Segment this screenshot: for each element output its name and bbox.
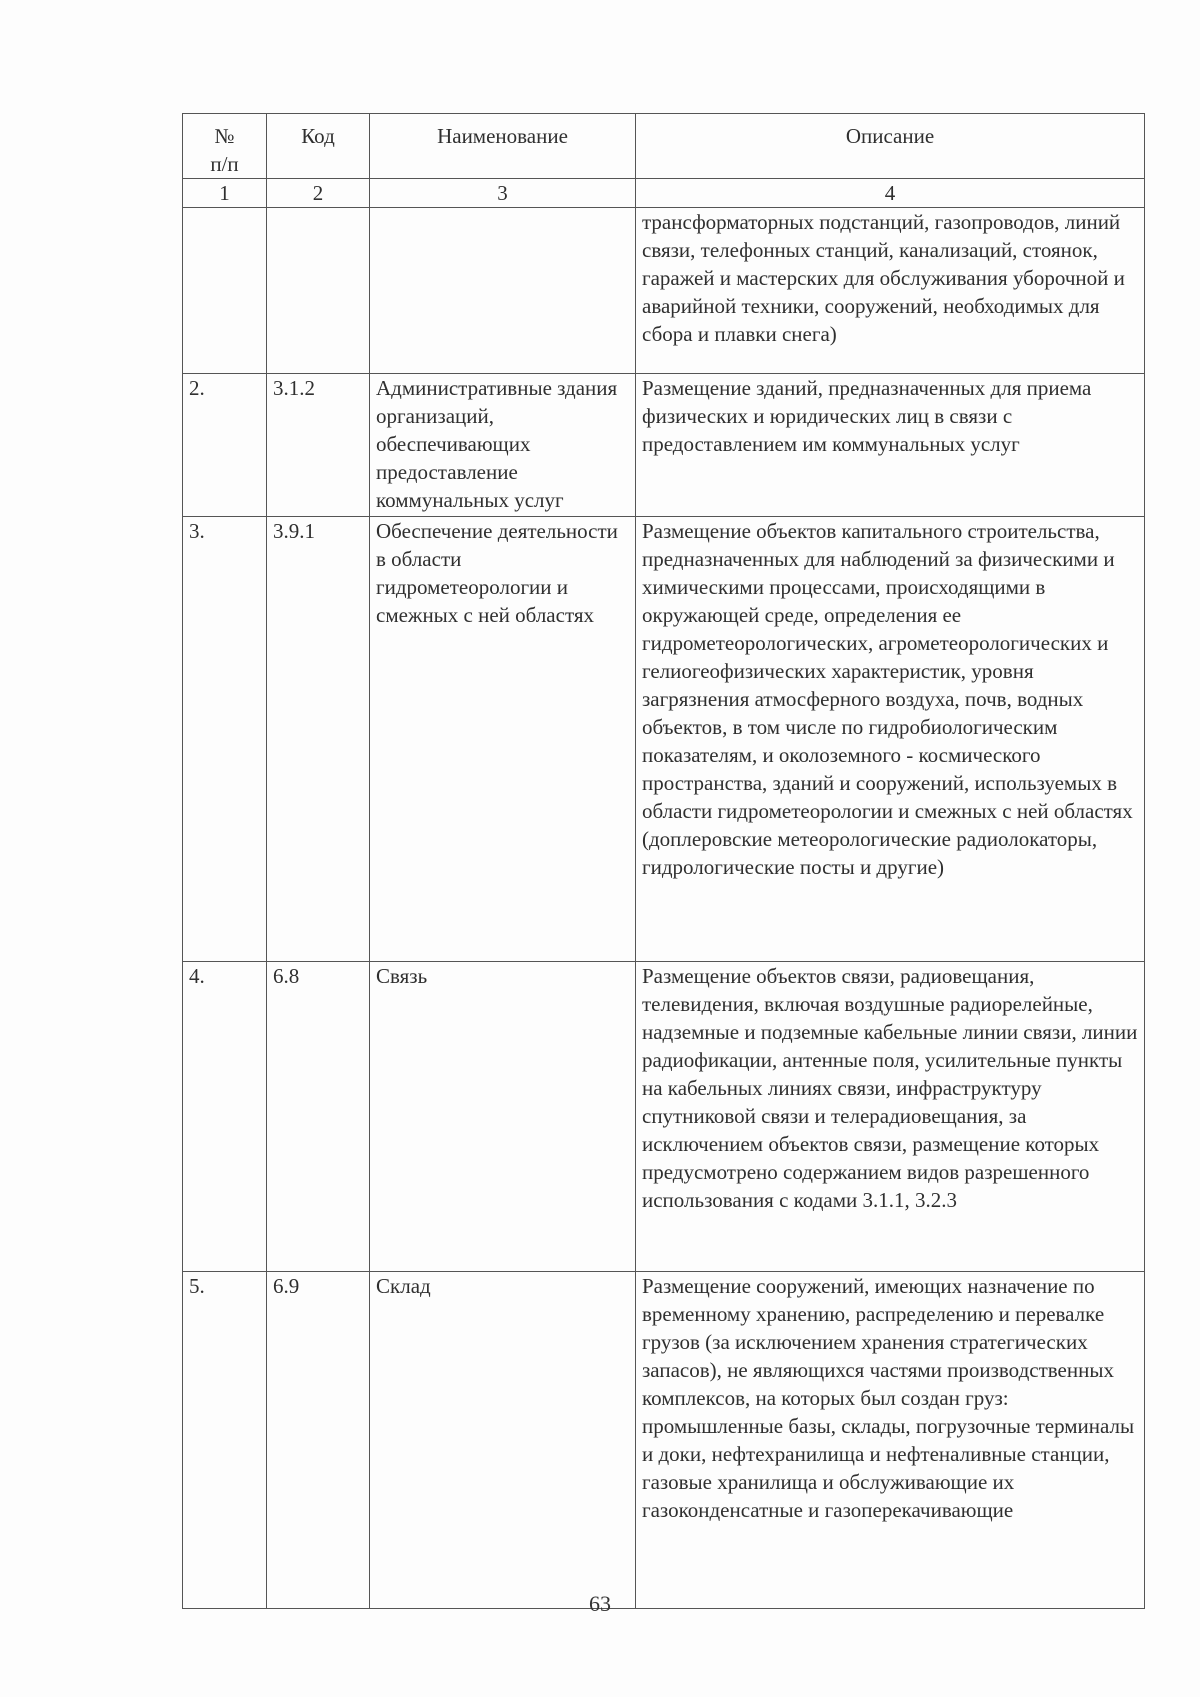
row-name: Административные здания организаций, обеспечивающих предоставление коммунальных услуг <box>370 374 636 517</box>
header-row <box>183 114 1145 179</box>
row-index <box>183 208 267 374</box>
row-description: Размещение зданий, предназначенных для приема физических и юридических лиц в связи с предоставлением им коммунальных услуг <box>636 374 1145 517</box>
header-name: Наименование <box>370 114 636 179</box>
column-number-row <box>183 179 1145 208</box>
header-number: № п/п <box>183 114 267 179</box>
row-code <box>267 208 370 374</box>
row-index: 2. <box>183 374 267 517</box>
row-description: Размещение объектов связи, радиовещания, телевидения, включая воздушные радиорелейные, надземные и подземные кабельные линии связи, линии радиофикации, антенные поля, усилительные пункты на кабельных линиях связи, инфраструктуру спутниковой связи и телерадиовещания, за исключением объектов связи, размещение которых предусмотрено содержанием видов разрешенного использования с кодами 3.1.1, 3.2.3 <box>636 962 1145 1272</box>
column-number: 4 <box>636 179 1145 208</box>
row-index: 3. <box>183 517 267 962</box>
column-number: 2 <box>267 179 370 208</box>
table-row <box>183 962 1145 1272</box>
page-number: 63 <box>589 1591 611 1616</box>
row-index: 5. <box>183 1272 267 1609</box>
row-code: 6.8 <box>267 962 370 1272</box>
land-use-table <box>182 113 1145 1609</box>
row-description: Размещение объектов капитального строительства, предназначенных для наблюдений за физическими и химическими процессами, происходящими в окружающей среде, определения ее гидрометеорологических, агрометеорологических и гелиогеофизических характеристик, уровня загрязнения атмосферного воздуха, почв, водных объектов, в том числе по гидробиологическим показателям, и околоземного - космического пространства, зданий и сооружений, используемых в области гидрометеорологии и смежных с ней областях (доплеровские метеорологические радиолокаторы, гидрологические посты и другие) <box>636 517 1145 962</box>
table-row <box>183 517 1145 962</box>
row-name: Связь <box>370 962 636 1272</box>
column-number: 3 <box>370 179 636 208</box>
row-code: 6.9 <box>267 1272 370 1609</box>
row-description: трансформаторных подстанций, газопроводов, линий связи, телефонных станций, канализаций, стоянок, гаражей и мастерских для обслуживания уборочной и аварийной техники, сооружений, необходимых для сбора и плавки снега) <box>636 208 1145 374</box>
table-row <box>183 208 1145 374</box>
row-name: Обеспечение деятельности в области гидрометеорологии и смежных с ней областях <box>370 517 636 962</box>
row-index: 4. <box>183 962 267 1272</box>
column-number: 1 <box>183 179 267 208</box>
row-name <box>370 208 636 374</box>
row-description: Размещение сооружений, имеющих назначение по временному хранению, распределению и перевалке грузов (за исключением хранения стратегических запасов), не являющихся частями производственных комплексов, на которых был создан груз: промышленные базы, склады, погрузочные терминалы и доки, нефтехранилища и нефтеналивные станции, газовые хранилища и обслуживающие их газоконденсатные и газоперекачивающие <box>636 1272 1145 1609</box>
table-row <box>183 374 1145 517</box>
row-code: 3.1.2 <box>267 374 370 517</box>
row-code: 3.9.1 <box>267 517 370 962</box>
table-row <box>183 1272 1145 1609</box>
row-name: Склад <box>370 1272 636 1609</box>
header-description: Описание <box>636 114 1145 179</box>
header-code: Код <box>267 114 370 179</box>
